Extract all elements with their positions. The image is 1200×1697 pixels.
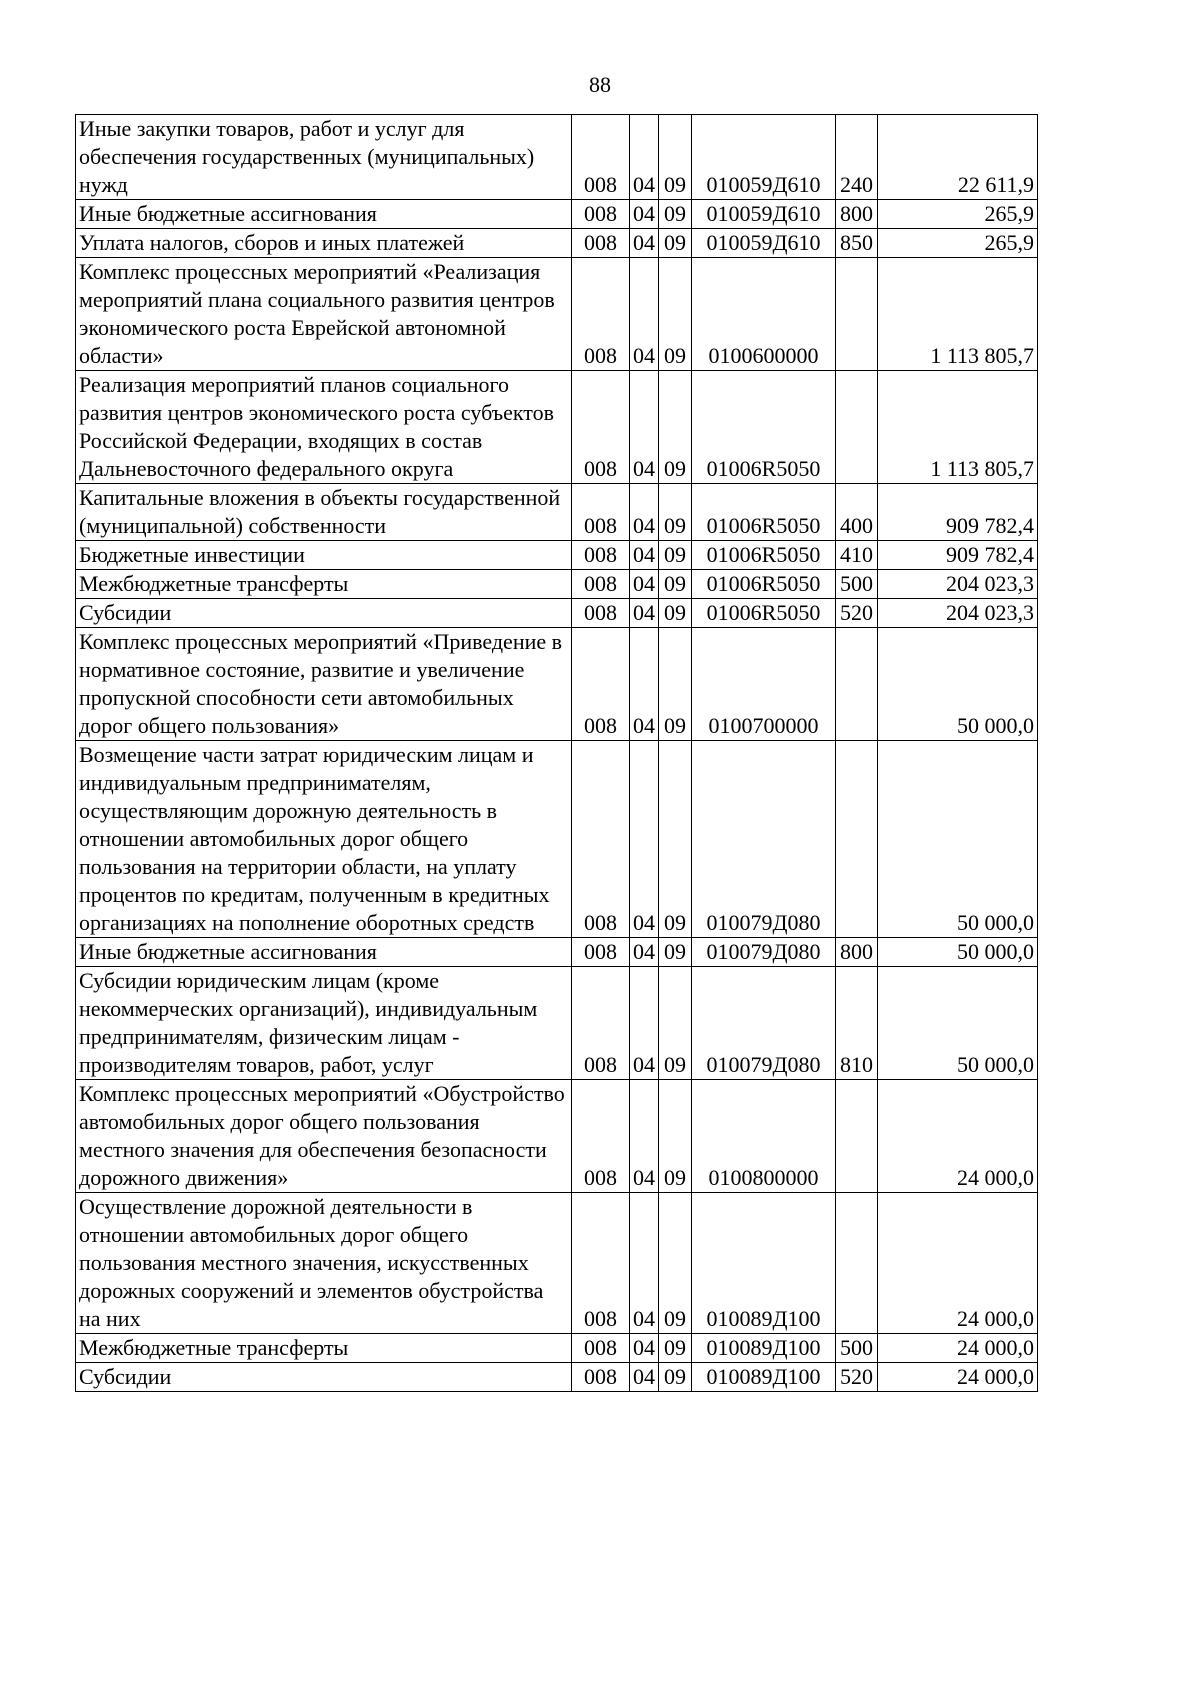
amount: 265,9 (878, 200, 1038, 229)
section-code: 04 (630, 229, 659, 258)
amount: 204 023,3 (878, 570, 1038, 599)
target-item-code: 010059Д610 (692, 200, 836, 229)
section-code: 04 (630, 570, 659, 599)
target-item-code: 010089Д100 (692, 1193, 836, 1334)
subsection-code: 09 (659, 229, 692, 258)
table-row (76, 628, 1038, 741)
amount: 909 782,4 (878, 541, 1038, 570)
expense-type-code: 500 (836, 1334, 878, 1363)
expense-type-code: 800 (836, 200, 878, 229)
subsection-code: 09 (659, 628, 692, 741)
table-row (76, 599, 1038, 628)
table-row (76, 938, 1038, 967)
subsection-code: 09 (659, 938, 692, 967)
expense-type-code (836, 371, 878, 484)
section-code: 04 (630, 200, 659, 229)
expense-type-code: 500 (836, 570, 878, 599)
subsection-code: 09 (659, 1334, 692, 1363)
expense-type-code: 240 (836, 115, 878, 200)
subsection-code: 09 (659, 541, 692, 570)
table-row (76, 200, 1038, 229)
target-item-code: 010079Д080 (692, 967, 836, 1080)
row-description: Комплекс процессных мероприятий «Приведение в нормативное состояние, развитие и увеличение пропускной способности сети автомобильных дорог общего пользования» (76, 628, 572, 741)
section-code: 04 (630, 484, 659, 541)
admin-code: 008 (572, 967, 630, 1080)
section-code: 04 (630, 1363, 659, 1392)
row-description: Комплекс процессных мероприятий «Обустройство автомобильных дорог общего пользования местного значения для обеспечения безопасности дорожного движения» (76, 1080, 572, 1193)
section-code: 04 (630, 628, 659, 741)
admin-code: 008 (572, 229, 630, 258)
admin-code: 008 (572, 371, 630, 484)
section-code: 04 (630, 1080, 659, 1193)
target-item-code: 01006R5050 (692, 599, 836, 628)
subsection-code: 09 (659, 599, 692, 628)
table-row (76, 541, 1038, 570)
expense-type-code (836, 628, 878, 741)
admin-code: 008 (572, 541, 630, 570)
admin-code: 008 (572, 938, 630, 967)
row-description: Реализация мероприятий планов социального развития центров экономического роста субъектов Российской Федерации, входящих в состав Дальневосточного федерального округа (76, 371, 572, 484)
target-item-code: 01006R5050 (692, 371, 836, 484)
budget-table (75, 114, 1038, 1392)
table-row (76, 115, 1038, 200)
expense-type-code: 520 (836, 599, 878, 628)
target-item-code: 010059Д610 (692, 115, 836, 200)
row-description: Иные бюджетные ассигнования (76, 200, 572, 229)
amount: 909 782,4 (878, 484, 1038, 541)
table-row (76, 229, 1038, 258)
row-description: Субсидии (76, 599, 572, 628)
admin-code: 008 (572, 599, 630, 628)
amount: 1 113 805,7 (878, 258, 1038, 371)
table-row (76, 1363, 1038, 1392)
expense-type-code (836, 1080, 878, 1193)
table-row (76, 371, 1038, 484)
subsection-code: 09 (659, 371, 692, 484)
amount: 1 113 805,7 (878, 371, 1038, 484)
target-item-code: 0100800000 (692, 1080, 836, 1193)
subsection-code: 09 (659, 967, 692, 1080)
amount: 204 023,3 (878, 599, 1038, 628)
section-code: 04 (630, 371, 659, 484)
target-item-code: 010089Д100 (692, 1363, 836, 1392)
amount: 265,9 (878, 229, 1038, 258)
target-item-code: 010079Д080 (692, 741, 836, 938)
target-item-code: 010079Д080 (692, 938, 836, 967)
admin-code: 008 (572, 628, 630, 741)
amount: 22 611,9 (878, 115, 1038, 200)
amount: 50 000,0 (878, 938, 1038, 967)
row-description: Субсидии (76, 1363, 572, 1392)
amount: 50 000,0 (878, 628, 1038, 741)
amount: 24 000,0 (878, 1334, 1038, 1363)
amount: 24 000,0 (878, 1363, 1038, 1392)
target-item-code: 0100600000 (692, 258, 836, 371)
row-description: Возмещение части затрат юридическим лицам и индивидуальным предпринимателям, осуществляющим дорожную деятельность в отношении автомобильных дорог общего пользования на территории области, на уплату процентов по кредитам, полученным в кредитных организациях на пополнение оборотных средств (76, 741, 572, 938)
page-number: 88 (589, 72, 611, 97)
row-description: Осуществление дорожной деятельности в отношении автомобильных дорог общего пользования местного значения, искусственных дорожных сооружений и элементов обустройства на них (76, 1193, 572, 1334)
expense-type-code: 800 (836, 938, 878, 967)
admin-code: 008 (572, 258, 630, 371)
target-item-code: 010059Д610 (692, 229, 836, 258)
amount: 24 000,0 (878, 1080, 1038, 1193)
section-code: 04 (630, 1334, 659, 1363)
subsection-code: 09 (659, 115, 692, 200)
admin-code: 008 (572, 115, 630, 200)
section-code: 04 (630, 115, 659, 200)
subsection-code: 09 (659, 1080, 692, 1193)
target-item-code: 010089Д100 (692, 1334, 836, 1363)
section-code: 04 (630, 541, 659, 570)
row-description: Межбюджетные трансферты (76, 570, 572, 599)
amount: 50 000,0 (878, 741, 1038, 938)
target-item-code: 0100700000 (692, 628, 836, 741)
row-description: Иные бюджетные ассигнования (76, 938, 572, 967)
amount: 50 000,0 (878, 967, 1038, 1080)
expense-type-code: 410 (836, 541, 878, 570)
table-row (76, 484, 1038, 541)
target-item-code: 01006R5050 (692, 484, 836, 541)
section-code: 04 (630, 967, 659, 1080)
subsection-code: 09 (659, 1193, 692, 1334)
table-row (76, 967, 1038, 1080)
row-description: Иные закупки товаров, работ и услуг для обеспечения государственных (муниципальных) нужд (76, 115, 572, 200)
subsection-code: 09 (659, 258, 692, 371)
row-description: Межбюджетные трансферты (76, 1334, 572, 1363)
table-row (76, 570, 1038, 599)
expense-type-code (836, 741, 878, 938)
subsection-code: 09 (659, 1363, 692, 1392)
row-description: Комплекс процессных мероприятий «Реализация мероприятий плана социального развития центров экономического роста Еврейской автономной области» (76, 258, 572, 371)
admin-code: 008 (572, 1080, 630, 1193)
expense-type-code: 850 (836, 229, 878, 258)
expense-type-code (836, 258, 878, 371)
subsection-code: 09 (659, 570, 692, 599)
subsection-code: 09 (659, 741, 692, 938)
table-row (76, 1080, 1038, 1193)
subsection-code: 09 (659, 484, 692, 541)
table-row (76, 741, 1038, 938)
section-code: 04 (630, 741, 659, 938)
expense-type-code (836, 1193, 878, 1334)
row-description: Капитальные вложения в объекты государственной (муниципальной) собственности (76, 484, 572, 541)
admin-code: 008 (572, 1334, 630, 1363)
table-row (76, 1193, 1038, 1334)
subsection-code: 09 (659, 200, 692, 229)
section-code: 04 (630, 599, 659, 628)
row-description: Уплата налогов, сборов и иных платежей (76, 229, 572, 258)
target-item-code: 01006R5050 (692, 570, 836, 599)
admin-code: 008 (572, 484, 630, 541)
admin-code: 008 (572, 741, 630, 938)
admin-code: 008 (572, 200, 630, 229)
admin-code: 008 (572, 1193, 630, 1334)
table-body (76, 115, 1038, 1392)
row-description: Субсидии юридическим лицам (кроме некоммерческих организаций), индивидуальным предпринимателям, физическим лицам - производителям товаров, работ, услуг (76, 967, 572, 1080)
section-code: 04 (630, 258, 659, 371)
amount: 24 000,0 (878, 1193, 1038, 1334)
expense-type-code: 810 (836, 967, 878, 1080)
admin-code: 008 (572, 1363, 630, 1392)
section-code: 04 (630, 1193, 659, 1334)
section-code: 04 (630, 938, 659, 967)
admin-code: 008 (572, 570, 630, 599)
row-description: Бюджетные инвестиции (76, 541, 572, 570)
table-row (76, 1334, 1038, 1363)
expense-type-code: 400 (836, 484, 878, 541)
expense-type-code: 520 (836, 1363, 878, 1392)
table-row (76, 258, 1038, 371)
target-item-code: 01006R5050 (692, 541, 836, 570)
